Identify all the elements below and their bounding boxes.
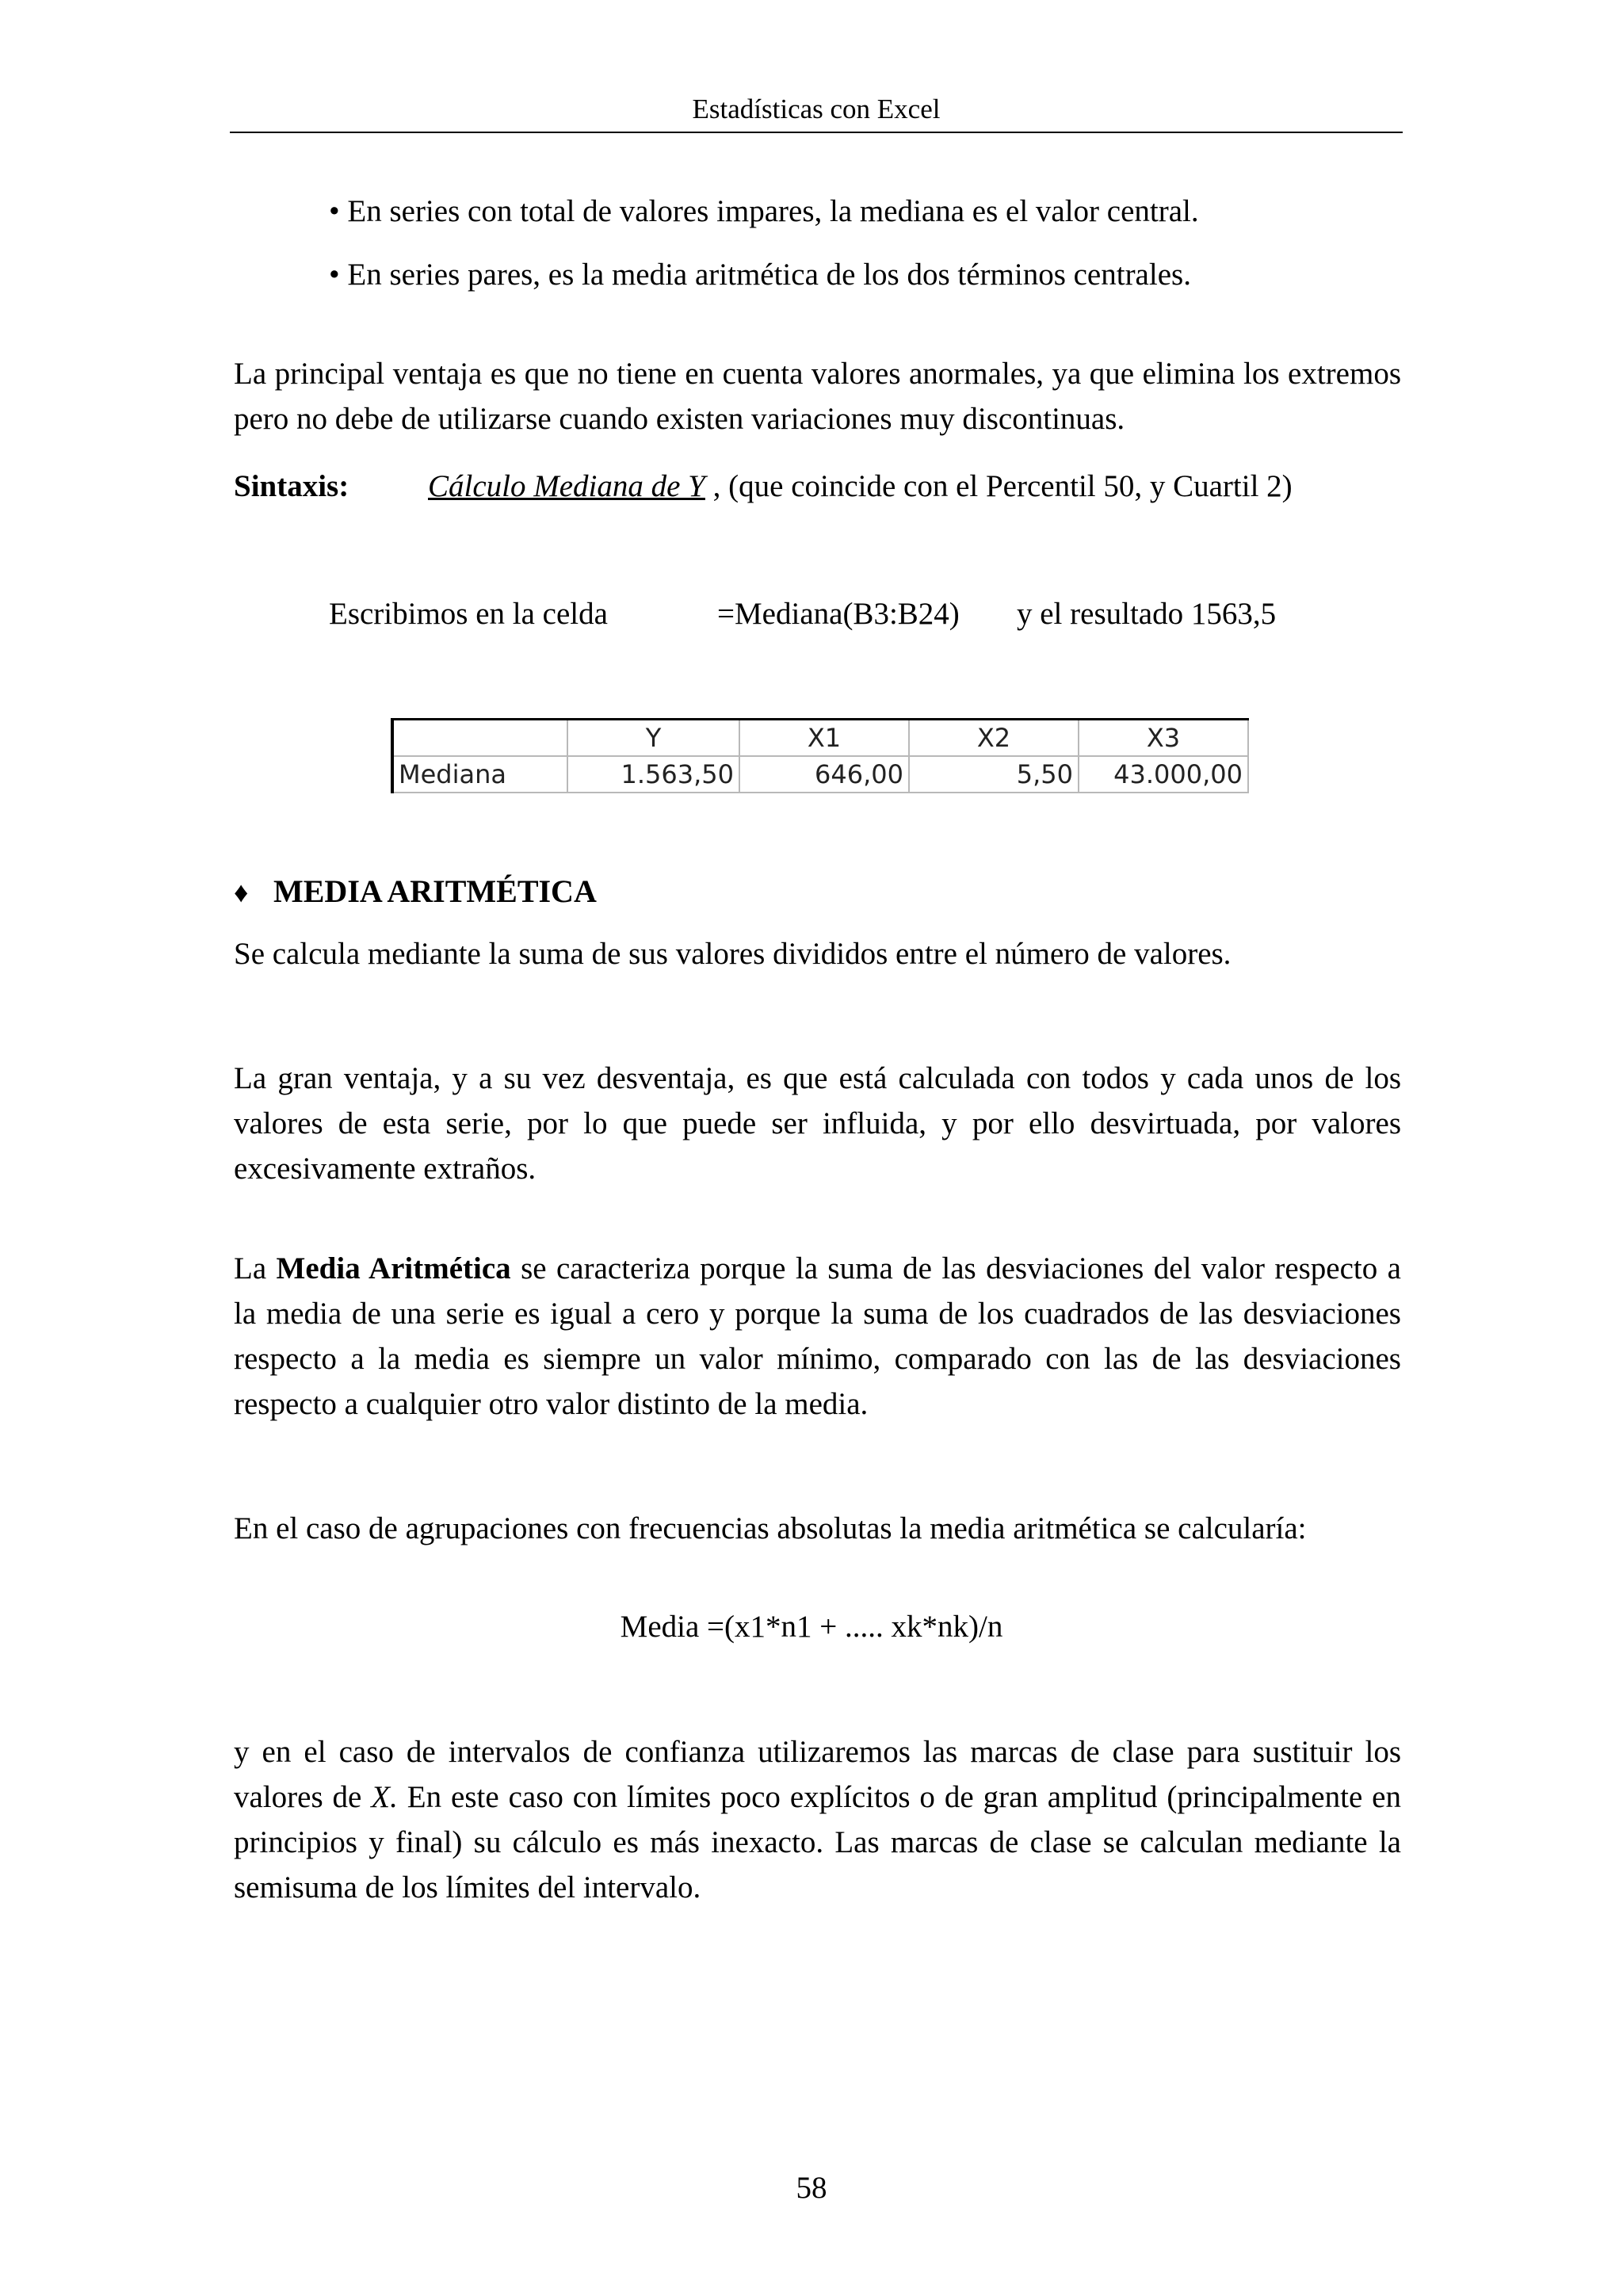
paragraph-mean-properties xyxy=(234,1246,1401,1427)
bullet-even-series: • En series pares, es la media aritmética de los dos términos centrales. xyxy=(329,258,1191,292)
table-cell: 5,50 xyxy=(909,756,1079,793)
table-header-cell: X3 xyxy=(1079,720,1248,757)
paragraph-text: se caracteriza porque la suma de las desviaciones del valor respecto a la media de una serie es igual a cero y porque la suma de los cuadrados de las desviaciones respecto a la media es siempre un valor mínimo, comparado con las de las desviaciones respecto a cualquier otro valor distinto de la media. xyxy=(234,1251,1401,1421)
paragraph-text: En este caso con límites poco explícitos o de gran amplitud (principalmente en principios y final) su cálculo es más inexacto. Las marcas de clase se calculan mediante la semisuma de los límites del intervalo. xyxy=(234,1780,1401,1904)
italic-variable: X. xyxy=(371,1780,398,1814)
table-header-cell xyxy=(392,720,567,757)
paragraph-mean-advantage: La gran ventaja, y a su vez desventaja, es que está calculada con todos y cada unos de los valores de esta serie, por lo que puede ser influida, y por ello desvirtuada, por valores excesivamente extraños. xyxy=(234,1061,1401,1186)
section-heading xyxy=(234,869,597,915)
median-results-table xyxy=(391,718,1249,793)
paragraph-text: La xyxy=(234,1251,277,1286)
table-header-row xyxy=(392,720,1248,757)
page-number: 58 xyxy=(796,2171,827,2205)
table-cell: 1.563,50 xyxy=(567,756,739,793)
formula-result: y el resultado 1563,5 xyxy=(1017,597,1277,631)
table-header-cell: X2 xyxy=(909,720,1079,757)
mean-formula: Media =(x1*n1 + ..... xk*nk)/n xyxy=(620,1610,1003,1644)
header-rule xyxy=(230,132,1403,133)
formula-intro: Escribimos en la celda xyxy=(329,597,608,631)
table-header-cell: X1 xyxy=(739,720,909,757)
syntax-line xyxy=(234,464,1293,509)
paragraph-class-marks xyxy=(234,1729,1401,1910)
bullet-odd-series: • En series con total de valores impares, la mediana es el valor central. xyxy=(329,194,1199,228)
syntax-label: Sintaxis: xyxy=(234,469,349,503)
table-cell: 646,00 xyxy=(739,756,909,793)
excel-formula: =Mediana(B3:B24) xyxy=(717,597,960,631)
section-title-text: MEDIA ARITMÉTICA xyxy=(273,873,597,909)
median-calc-link[interactable]: Cálculo Mediana de Y xyxy=(428,469,705,503)
table-cell: 43.000,00 xyxy=(1079,756,1248,793)
paragraph-median-advantage: La principal ventaja es que no tiene en cuenta valores anormales, ya que elimina los extremos pero no debe de utilizarse cuando existen variaciones muy discontinuas. xyxy=(234,357,1401,436)
table-cell: Mediana xyxy=(392,756,567,793)
diamond-icon: ♦ xyxy=(234,877,249,908)
bold-term: Media Aritmética xyxy=(276,1251,511,1286)
table-row xyxy=(392,756,1248,793)
paragraph-text: y en el caso de intervalos de confianza utilizaremos las marcas de clase para sustituir los valores de xyxy=(234,1735,1401,1814)
running-header: Estadísticas con Excel xyxy=(692,94,941,124)
paragraph-grouped-frequencies: En el caso de agrupaciones con frecuencias absolutas la media aritmética se calcularía: xyxy=(234,1511,1307,1545)
table-header-cell: Y xyxy=(567,720,739,757)
paragraph-mean-definition: Se calcula mediante la suma de sus valores divididos entre el número de valores. xyxy=(234,937,1232,971)
syntax-note: , (que coincide con el Percentil 50, y Cuartil 2) xyxy=(705,469,1293,503)
